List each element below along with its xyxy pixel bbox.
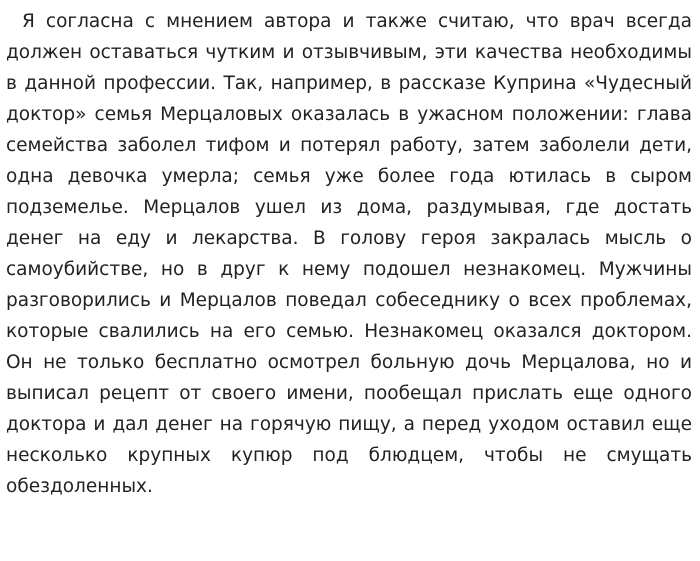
document-body (6, 6, 692, 502)
essay-paragraph: Я согласна с мнением автора и также считаю, что врач всегда должен оставаться чутким и отзывчивым, эти качества необходимы в данной профессии. Так, например, в рассказе Куприна «Чудесный доктор» семья Мерцаловых оказалась в ужасном положении: глава семейства заболел тифом и потерял работу, затем заболели дети, одна девочка умерла; семья уже более года ютилась в сыром подземелье. Мерцалов ушел из дома, раздумывая, где достать денег на еду и лекарства. В голову героя закралась мысль о самоубийстве, но в друг к нему подошел незнакомец. Мужчины разговорились и Мерцалов поведал собеседнику о всех проблемах, которые свалились на его семью. Незнакомец оказался доктором. Он не только бесплатно осмотрел больную дочь Мерцалова, но и выписал рецепт от своего имени, пообещал прислать еще одного доктора и дал денег на горячую пищу, а перед уходом оставил еще несколько крупных купюр под блюдцем, чтобы не смущать обездоленных. (6, 11, 692, 497)
